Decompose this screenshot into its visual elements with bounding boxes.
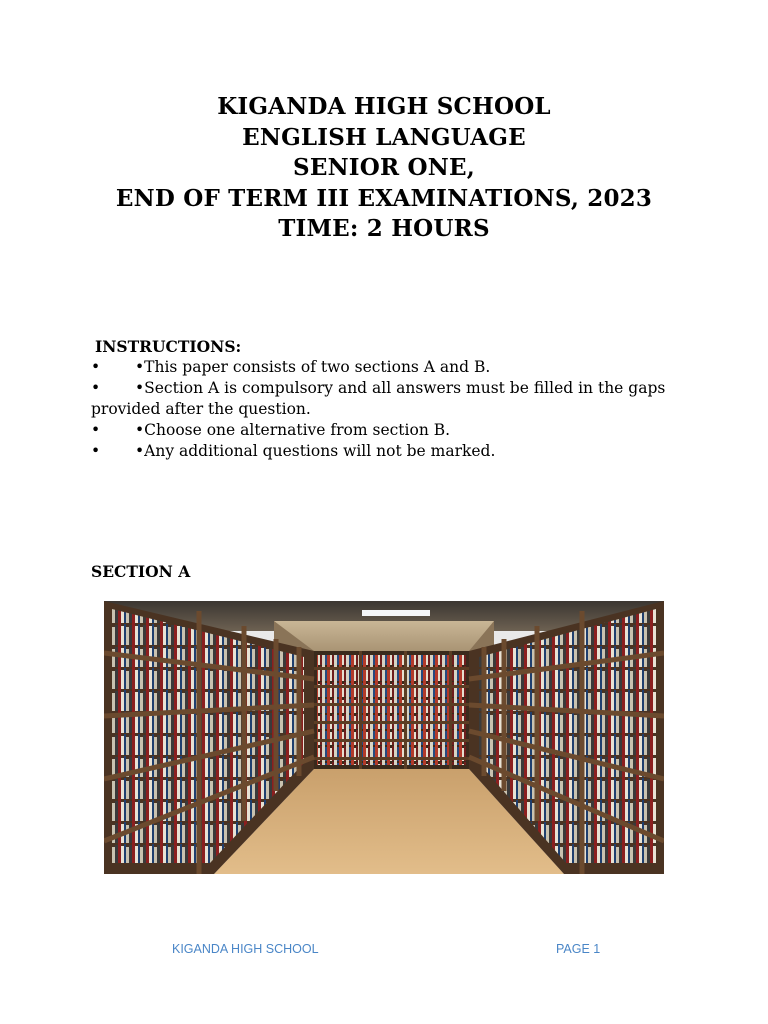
instruction-text-continuation: provided after the question. xyxy=(91,400,311,418)
instructions-heading: INSTRUCTIONS: xyxy=(95,337,242,356)
exam-title-block xyxy=(0,92,768,245)
instruction-text: •This paper consists of two sections A and B. xyxy=(135,358,491,376)
exam-name: END OF TERM III EXAMINATIONS, 2023 xyxy=(115,184,653,212)
instructions xyxy=(91,336,691,462)
bullet: • xyxy=(91,358,101,376)
instruction-item xyxy=(91,420,691,441)
instruction-item xyxy=(91,441,691,462)
bullet: • xyxy=(91,379,101,397)
library-image xyxy=(104,601,664,874)
class-level: SENIOR ONE, xyxy=(293,154,475,181)
instruction-item xyxy=(91,357,691,378)
subject-name: ENGLISH LANGUAGE xyxy=(242,123,526,151)
bullet: • xyxy=(91,421,101,439)
instruction-text: •Choose one alternative from section B. xyxy=(135,421,451,439)
bullet: • xyxy=(91,442,101,460)
footer-school-name: KIGANDA HIGH SCHOOL xyxy=(172,942,319,956)
school-name: KIGANDA HIGH SCHOOL xyxy=(217,93,551,120)
library-illustration xyxy=(104,601,664,874)
section-a-heading: SECTION A xyxy=(91,562,191,581)
instruction-item xyxy=(91,378,691,420)
instruction-text: •Any additional questions will not be marked. xyxy=(135,442,496,460)
exam-duration: TIME: 2 HOURS xyxy=(278,215,490,242)
instruction-text: •Section A is compulsory and all answers must be filled in the gaps xyxy=(135,379,666,397)
footer-page-number: PAGE 1 xyxy=(556,942,601,956)
instructions-list xyxy=(91,357,691,462)
